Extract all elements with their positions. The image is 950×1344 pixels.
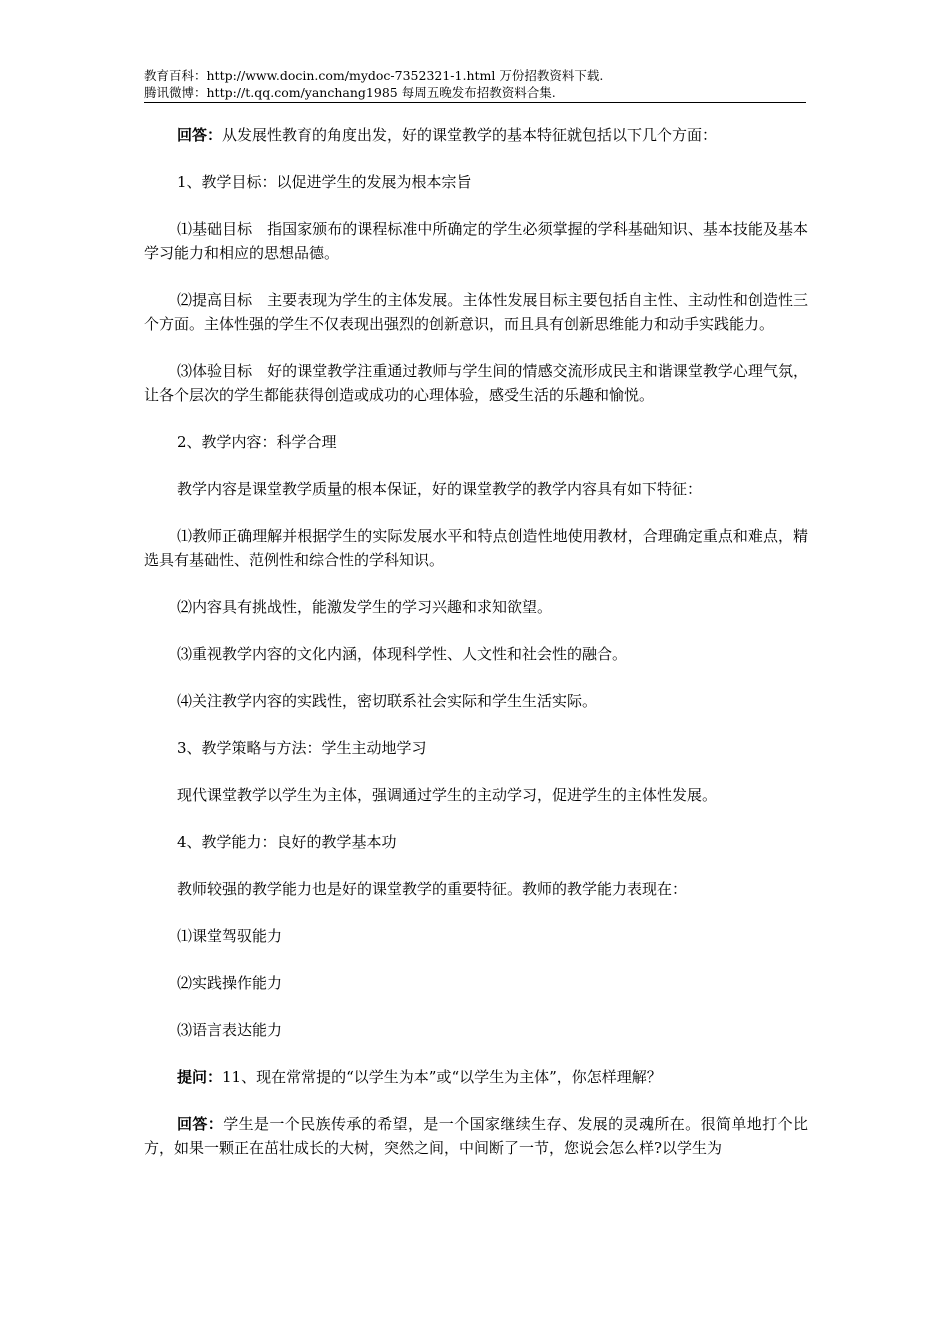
- list-item-content-2: ⑵内容具有挑战性，能激发学生的学习兴趣和求知欲望。: [177, 598, 553, 616]
- section-heading-2: 2、教学内容：科学合理: [177, 433, 337, 451]
- paragraph-strategy: 现代课堂教学以学生为主体，强调通过学生的主动学习，促进学生的主体性发展。: [177, 786, 718, 804]
- document-body: [144, 123, 808, 1183]
- answer-label: 回答：: [177, 126, 223, 144]
- paragraph-basic-goal: ⑴基础目标 指国家颁布的课程标准中所确定的学生必须掌握的学科基础知识、基本技能及基本学习能力和相应的思想品德。: [144, 220, 808, 262]
- answer-intro: 回答：从发展性教育的角度出发，好的课堂教学的基本特征就包括以下几个方面：: [177, 126, 718, 144]
- header-line-docin: 教育百科：http://www.docin.com/mydoc-7352321-1.html 万份招教资料下载.: [144, 68, 604, 83]
- list-item-ability-3: ⑶语言表达能力: [177, 1021, 283, 1039]
- paragraph-experience-goal: ⑶体验目标 好的课堂教学注重通过教师与学生间的情感交流形成民主和谐课堂教学心理气氛，让各个层次的学生都能获得创造或成功的心理体验，感受生活的乐趣和愉悦。: [144, 362, 808, 404]
- list-item-ability-1: ⑴课堂驾驭能力: [177, 927, 283, 945]
- section-heading-4: 4、教学能力：良好的教学基本功: [177, 833, 397, 851]
- question-11: 提问：11、现在常常提的“以学生为本”或“以学生为主体”，你怎样理解？: [177, 1068, 662, 1086]
- answer-label: 回答：: [177, 1115, 224, 1133]
- section-heading-3: 3、教学策略与方法：学生主动地学习: [177, 739, 427, 757]
- section-heading-1: 1、教学目标：以促进学生的发展为根本宗旨: [177, 173, 472, 191]
- list-item-content-4: ⑷关注教学内容的实践性，密切联系社会实际和学生生活实际。: [177, 692, 598, 710]
- list-item-content-1: ⑴教师正确理解并根据学生的实际发展水平和特点创造性地使用教材，合理确定重点和难点，精选具有基础性、范例性和综合性的学科知识。: [144, 527, 808, 569]
- paragraph-content-intro: 教学内容是课堂教学质量的根本保证，好的课堂教学的教学内容具有如下特征：: [177, 480, 703, 498]
- answer-11: 回答：学生是一个民族传承的希望，是一个国家继续生存、发展的灵魂所在。很简单地打个比方，如果一颗正在茁壮成长的大树，突然之间，中间断了一节，您说会怎么样?以学生为: [144, 1115, 808, 1157]
- paragraph-advanced-goal: ⑵提高目标 主要表现为学生的主体发展。主体性发展目标主要包括自主性、主动性和创造性三个方面。主体性强的学生不仅表现出强烈的创新意识，而且具有创新思维能力和动手实践能力。: [144, 291, 808, 333]
- paragraph-ability-intro: 教师较强的教学能力也是好的课堂教学的重要特征。教师的教学能力表现在：: [177, 880, 688, 898]
- list-item-ability-2: ⑵实践操作能力: [177, 974, 283, 992]
- header-line-weibo: 腾讯微博：http://t.qq.com/yanchang1985 每周五晚发布招教资料合集.: [144, 85, 556, 100]
- question-label: 提问：: [177, 1068, 223, 1086]
- list-item-content-3: ⑶重视教学内容的文化内涵，体现科学性、人文性和社会性的融合。: [177, 645, 628, 663]
- page-header: [144, 67, 806, 103]
